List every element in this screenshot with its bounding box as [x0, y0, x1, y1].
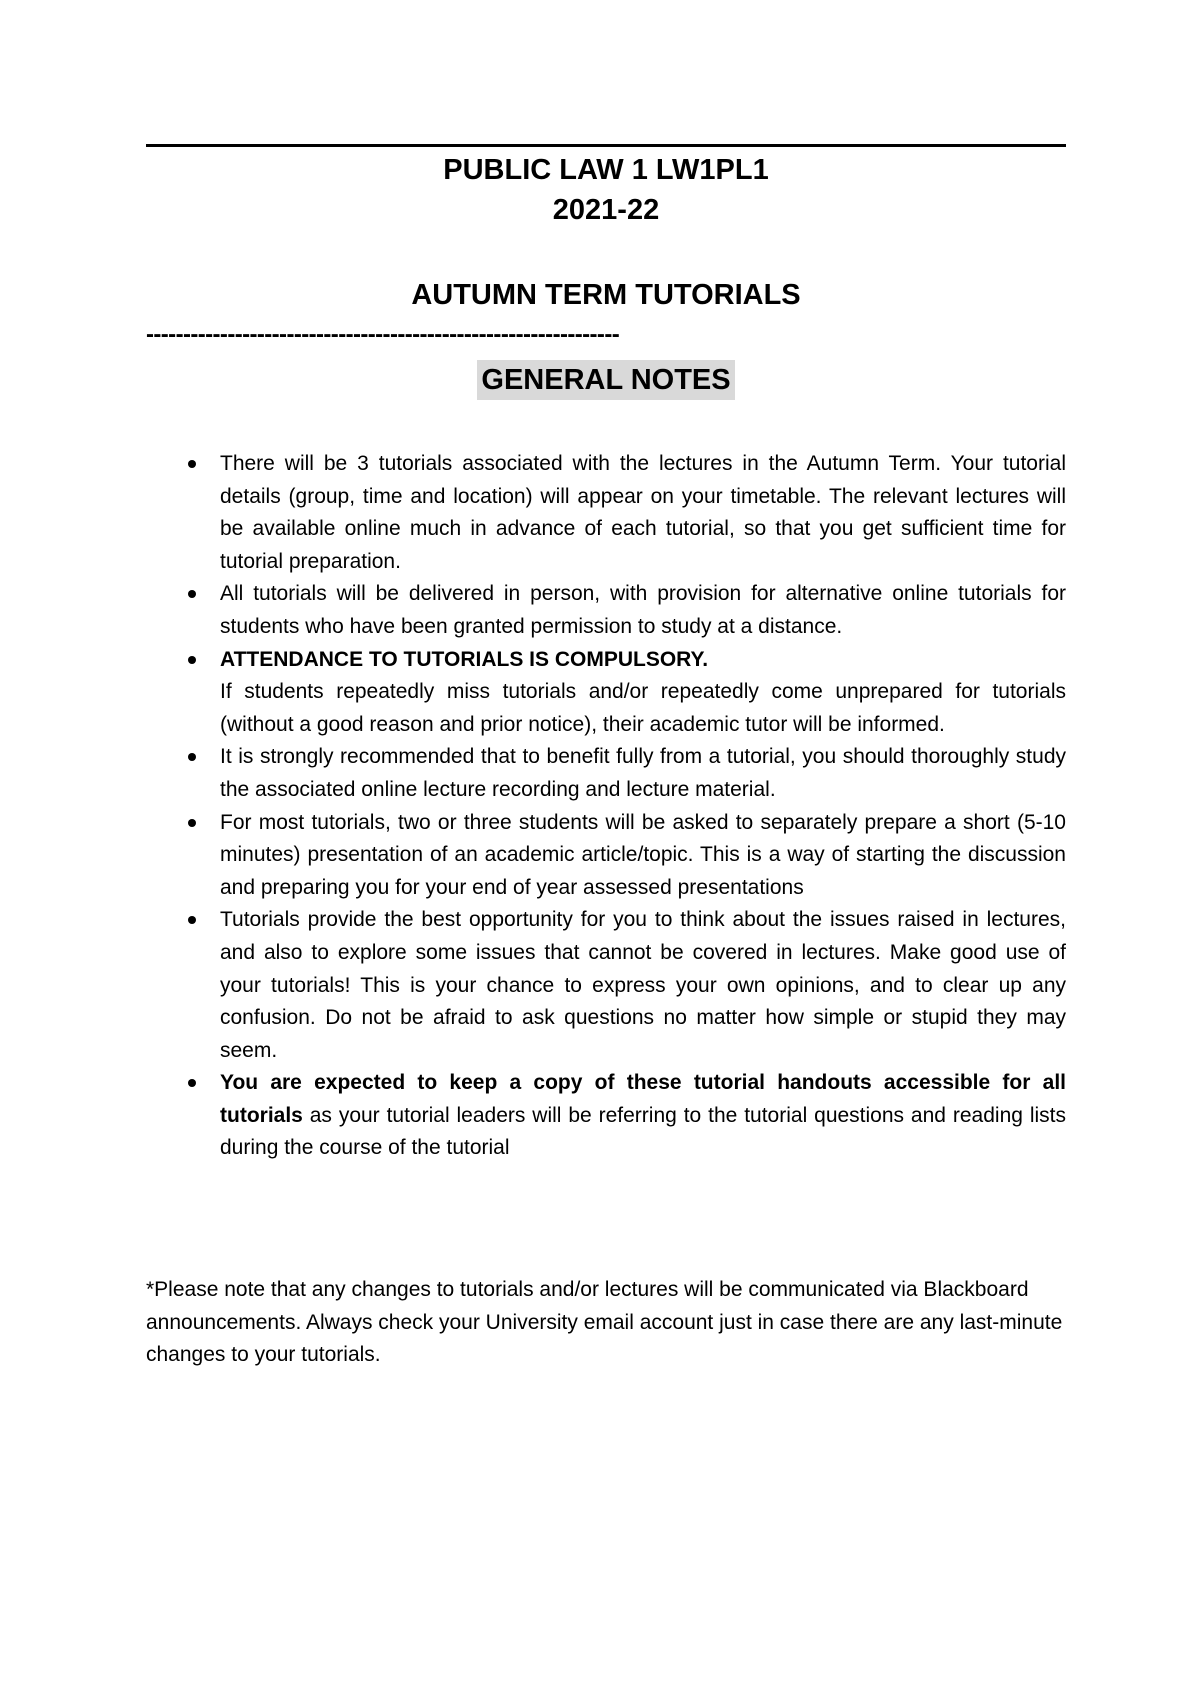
course-title: PUBLIC LAW 1 LW1PL1 [443, 154, 769, 186]
bullet-icon [188, 1079, 196, 1087]
list-item [146, 741, 1066, 806]
bullet-icon [188, 753, 196, 761]
list-item [146, 904, 1066, 1067]
bullet-icon [188, 656, 196, 664]
dashed-divider: ---------------------------------------------------------------- [146, 321, 620, 348]
notes-heading: GENERAL NOTES [477, 360, 734, 400]
bullet-icon [188, 590, 196, 598]
list-item-text: If students repeatedly miss tutorials and/or repeatedly come unprepared for tutorials (without a good reason and prior notice), their academic tutor will be informed. [220, 680, 1066, 736]
list-item-text: All tutorials will be delivered in person, with provision for alternative online tutorials for students who have been granted permission to study at a distance. [220, 582, 1066, 638]
top-rule [146, 144, 1066, 147]
notes-list [146, 448, 1066, 1165]
list-item [146, 448, 1066, 578]
list-item-bold-text: You are expected to keep a copy of these tutorial handouts accessible for all tutorials [220, 1071, 1066, 1127]
course-year: 2021-22 [552, 194, 660, 226]
bullet-icon [188, 916, 196, 924]
list-item [146, 578, 1066, 643]
term-title: AUTUMN TERM TUTORIALS [411, 279, 801, 311]
list-item-text: There will be 3 tutorials associated with the lectures in the Autumn Term. Your tutorial details (group, time and location) will appear on your timetable. The relevant lectures will be available online much in advance of each tutorial, so that you get sufficient time for tutorial preparation. [220, 452, 1066, 573]
footnote: *Please note that any changes to tutorials and/or lectures will be communicated via Blackboard announcements. Always check your University email account just in case there are any last-minute changes to your tutorials. [146, 1278, 1063, 1367]
list-item-text: It is strongly recommended that to benefit fully from a tutorial, you should thoroughly study the associated online lecture recording and lecture material. [220, 745, 1066, 801]
list-item-text: as your tutorial leaders will be referring to the tutorial questions and reading lists during the course of the tutorial [220, 1103, 1066, 1160]
list-item [146, 807, 1066, 905]
list-item [146, 1067, 1066, 1165]
list-item-text: For most tutorials, two or three students will be asked to separately prepare a short (5-10 minutes) presentation of an academic article/topic. This is a way of starting the discussion and preparing you for your end of year assessed presentations [220, 810, 1066, 899]
bullet-icon [188, 819, 196, 827]
list-item-text: Tutorials provide the best opportunity for you to think about the issues raised in lectures, and also to explore some issues that cannot be covered in lectures. Make good use of your tutorials! This is your chance to express your own opinions, and to clear up any confusion. Do not be afraid to ask questions no matter how simple or stupid they may seem. [220, 908, 1066, 1062]
list-item-bold-text: ATTENDANCE TO TUTORIALS IS COMPULSORY. [220, 647, 709, 671]
list-item [146, 644, 1066, 742]
notes-heading-wrap [146, 360, 1066, 400]
bullet-icon [188, 460, 196, 468]
